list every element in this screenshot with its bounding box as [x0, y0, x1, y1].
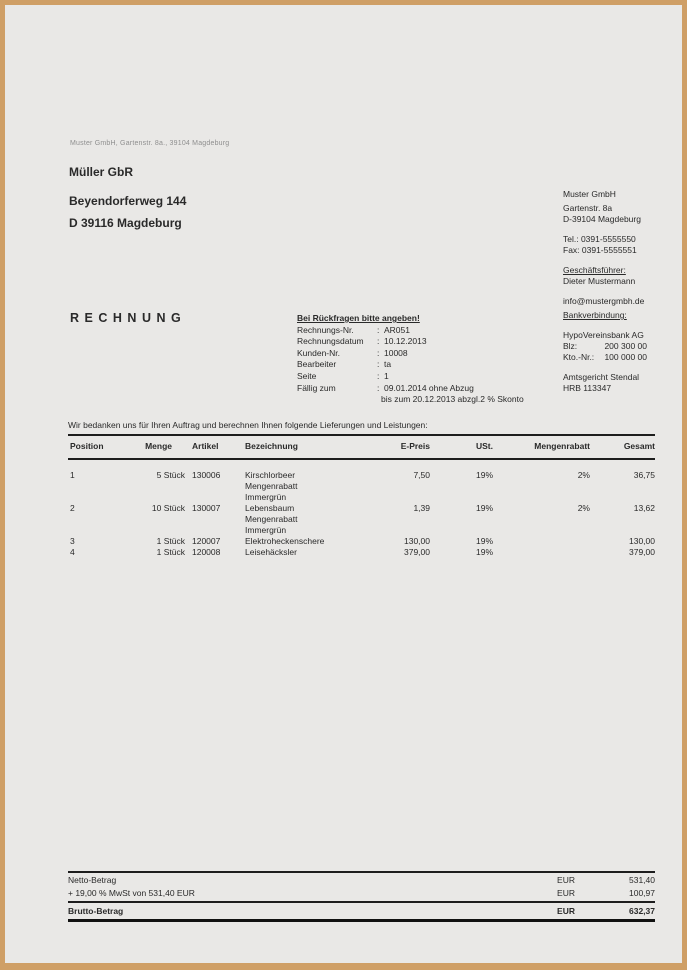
- bank-details-label: Bankverbindung:: [563, 310, 627, 320]
- register-number: HRB 113347: [563, 383, 612, 393]
- column-header-unit-price: E-Preis: [400, 441, 430, 451]
- cell-description: [245, 470, 365, 503]
- account-row: [563, 352, 647, 363]
- table-row: [70, 536, 655, 547]
- cell-vat: 19%: [475, 536, 493, 546]
- meta-row-customer-number: [297, 348, 567, 360]
- company-tel: Tel.: 0391-5555550: [563, 234, 636, 244]
- description-line: Kirschlorbeer: [245, 470, 296, 480]
- meta-separator: :: [377, 347, 380, 358]
- cell-position: 2: [70, 503, 75, 513]
- cell-quantity: 1 Stück: [156, 547, 185, 557]
- cell-article: 120008: [192, 547, 221, 557]
- invoice-meta-block: [297, 313, 567, 406]
- description-line: Elektroheckenschere: [245, 536, 325, 546]
- cell-vat: 19%: [475, 503, 493, 513]
- meta-separator: :: [377, 324, 380, 335]
- cell-total: 36,75: [633, 470, 655, 480]
- description-line: Lebensbaum: [245, 503, 295, 513]
- recipient-name: Müller GbR: [69, 165, 134, 179]
- meta-separator: :: [377, 382, 380, 393]
- cell-total: 379,00: [629, 547, 655, 557]
- description-line: Mengenrabatt: [245, 514, 298, 524]
- meta-row-invoice-date: [297, 336, 567, 348]
- cell-quantity: 10 Stück: [151, 503, 185, 513]
- blz-value: 200 300 00: [604, 341, 647, 351]
- meta-separator: :: [377, 370, 380, 381]
- summary-amount: 531,40: [629, 874, 655, 885]
- company-email: info@mustergmbh.de: [563, 296, 645, 306]
- company-fax: Fax: 0391-5555551: [563, 245, 637, 255]
- account-label: Kto.-Nr.:: [563, 352, 595, 362]
- meta-row-due-date: [297, 383, 567, 395]
- cell-position: 1: [70, 470, 75, 480]
- recipient-address: [69, 165, 186, 230]
- table-top-rule: [68, 434, 655, 436]
- summary-row-vat: [68, 886, 655, 899]
- total-currency: EUR: [557, 905, 575, 916]
- summary-block: [68, 871, 655, 922]
- meta-label: Rechnungsdatum: [297, 336, 364, 347]
- column-header-total: Gesamt: [623, 441, 655, 451]
- cell-unit-price: 379,00: [404, 547, 430, 557]
- bank-name: HypoVereinsbank AG: [563, 330, 644, 340]
- cell-discount: [493, 547, 590, 558]
- description-line: Mengenrabatt: [245, 481, 298, 491]
- meta-separator: :: [377, 336, 380, 347]
- invoice-title: RECHNUNG: [70, 311, 187, 325]
- cell-article: 120007: [192, 536, 221, 546]
- table-header-rule: [68, 458, 655, 460]
- cell-unit-price: 1,39: [413, 503, 430, 513]
- cell-total: 13,62: [633, 503, 655, 513]
- column-header-article: Artikel: [192, 441, 219, 451]
- meta-row-invoice-number: [297, 325, 567, 337]
- cell-total: 130,00: [629, 536, 655, 546]
- table-row: [70, 503, 655, 536]
- summary-currency: EUR: [557, 887, 575, 898]
- due-date-discount-line: bis zum 20.12.2013 abzgl.2 % Skonto: [381, 394, 524, 405]
- company-info-block: [563, 189, 647, 394]
- meta-label: Fällig zum: [297, 382, 336, 393]
- invoice-table: [70, 470, 655, 558]
- table-row: [70, 470, 655, 503]
- cell-quantity: 5 Stück: [156, 470, 185, 480]
- company-name: Muster GmbH: [563, 189, 616, 199]
- meta-value: 09.01.2014 ohne Abzug: [384, 382, 474, 393]
- cell-discount: 2%: [577, 503, 590, 513]
- column-header-position: Position: [70, 441, 104, 451]
- meta-label: Seite: [297, 370, 317, 381]
- meta-value: 10.12.2013: [384, 336, 427, 347]
- cell-description: [245, 547, 365, 558]
- meta-value: 1: [384, 370, 389, 381]
- meta-value: 10008: [384, 347, 408, 358]
- meta-label: Bearbeiter: [297, 359, 337, 370]
- meta-label: Rechnungs-Nr.: [297, 324, 354, 335]
- summary-currency: EUR: [557, 874, 575, 885]
- cell-unit-price: 7,50: [413, 470, 430, 480]
- managing-director-name: Dieter Mustermann: [563, 276, 636, 286]
- summary-amount: 100,97: [629, 887, 655, 898]
- description-line: Immergrün: [245, 492, 287, 502]
- total-label: Brutto-Betrag: [68, 905, 124, 916]
- sender-return-address: Muster GmbH, Gartenstr. 8a., 39104 Magdeburg: [70, 140, 230, 147]
- meta-row-page: [297, 371, 567, 383]
- blz-row: [563, 341, 647, 352]
- intro-line: Wir bedanken uns für Ihren Auftrag und berechnen Ihnen folgende Lieferungen und Leistungen:: [68, 420, 428, 430]
- register-court: Amtsgericht Stendal: [563, 372, 640, 382]
- table-row: [70, 547, 655, 558]
- total-amount: 632,37: [629, 905, 655, 916]
- company-city: D-39104 Magdeburg: [563, 214, 641, 224]
- company-street: Gartenstr. 8a: [563, 203, 613, 213]
- account-value: 100 000 00: [604, 352, 647, 362]
- managing-director-label: Geschäftsführer:: [563, 265, 626, 275]
- meta-row-clerk: [297, 359, 567, 371]
- summary-label: + 19,00 % MwSt von 531,40 EUR: [68, 887, 195, 898]
- cell-article: 130006: [192, 470, 221, 480]
- summary-label: Netto-Betrag: [68, 874, 117, 885]
- column-header-description: Bezeichnung: [245, 441, 298, 451]
- column-header-quantity: Menge: [145, 441, 172, 451]
- column-header-vat: USt.: [476, 441, 493, 451]
- column-header-discount: Mengenrabatt: [534, 441, 590, 451]
- meta-note: Bei Rückfragen bitte angeben!: [297, 313, 420, 323]
- summary-row-gross-total: [68, 903, 655, 919]
- meta-separator: :: [377, 359, 380, 370]
- meta-label: Kunden-Nr.: [297, 347, 340, 358]
- summary-row-net: [68, 873, 655, 886]
- cell-vat: 19%: [475, 547, 493, 557]
- blz-label: Blz:: [563, 341, 578, 351]
- cell-position: 4: [70, 547, 75, 557]
- cell-description: [245, 503, 365, 536]
- cell-position: 3: [70, 536, 75, 546]
- cell-discount: 2%: [577, 470, 590, 480]
- cell-unit-price: 130,00: [404, 536, 430, 546]
- table-header-row: [70, 441, 655, 451]
- meta-value: ta: [384, 359, 392, 370]
- cell-article: 130007: [192, 503, 221, 513]
- meta-value: AR051: [384, 324, 410, 335]
- cell-quantity: 1 Stück: [156, 536, 185, 546]
- description-line: Immergrün: [245, 525, 287, 535]
- cell-discount: [493, 536, 590, 547]
- recipient-street: Beyendorferweg 144: [69, 194, 187, 208]
- recipient-city: D 39116 Magdeburg: [69, 216, 182, 230]
- cell-description: [245, 536, 365, 547]
- cell-vat: 19%: [475, 470, 493, 480]
- description-line: Leisehäcksler: [245, 547, 297, 557]
- summary-bottom-rule: [68, 919, 655, 922]
